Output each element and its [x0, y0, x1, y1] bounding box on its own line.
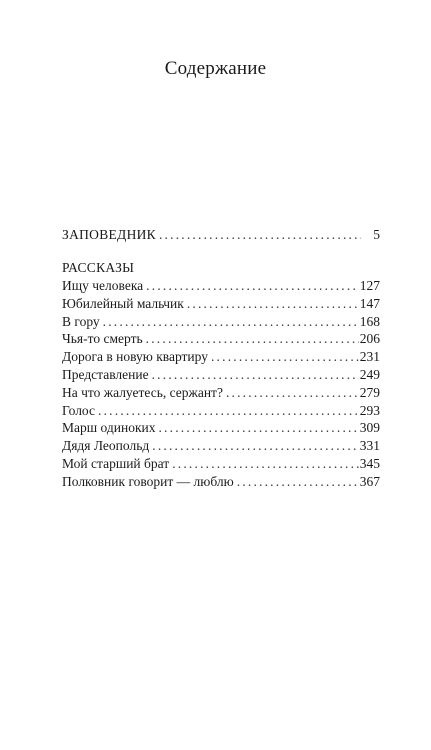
toc-leader-dots — [98, 402, 359, 420]
toc-entry-label: Дорога в новую квартиру — [62, 349, 208, 365]
toc-leader-dots — [187, 295, 359, 313]
toc-entry-page: 279 — [359, 384, 380, 400]
toc-entry-label: Мой старший брат — [62, 455, 170, 471]
toc-entry[interactable] — [62, 419, 380, 437]
toc-entry[interactable] — [62, 277, 380, 295]
toc-section-stories — [62, 259, 380, 491]
toc-entry-label: ЗАПОВЕДНИК — [62, 227, 156, 242]
toc-entry-zapovednik[interactable] — [62, 226, 380, 244]
toc-entry-page: 309 — [359, 420, 380, 436]
toc-entry-label: Ищу человека — [62, 278, 144, 293]
toc-entry[interactable] — [62, 366, 380, 384]
toc-leader-dots — [158, 419, 358, 437]
toc-entry-page: 367 — [359, 473, 380, 489]
toc-entry-page: 345 — [359, 455, 380, 471]
toc-entry[interactable] — [62, 384, 380, 402]
toc-leader-dots — [152, 437, 359, 455]
toc-entry-page: 293 — [359, 402, 380, 418]
toc-leader-dots — [152, 366, 359, 384]
toc-entry-page: 331 — [359, 438, 380, 454]
toc-entry-label: Дядя Леопольд — [62, 438, 150, 454]
toc-entry[interactable] — [62, 330, 380, 348]
toc-entry[interactable] — [62, 295, 380, 313]
toc-entry-page: 249 — [359, 366, 380, 382]
toc-entry-label: Чья-то смерть — [62, 331, 143, 347]
toc-entry-page: 231 — [359, 349, 380, 365]
toc-entry[interactable] — [62, 402, 380, 420]
toc-entry[interactable] — [62, 473, 380, 491]
toc-leader-dots — [159, 226, 361, 244]
toc-entry-label: На что жалуетесь, сержант? — [62, 384, 223, 400]
toc-entry-label: Марш одиноких — [62, 420, 156, 436]
toc-leader-dots — [146, 330, 359, 348]
toc-entry-page: 127 — [359, 278, 380, 293]
toc-entry-label: В гору — [62, 313, 100, 329]
toc-entry-page: 206 — [359, 331, 380, 347]
toc-leader-dots — [172, 455, 359, 473]
toc-main-entry-block — [62, 226, 380, 244]
toc-leader-dots — [103, 313, 359, 331]
toc-entry-page: 168 — [359, 313, 380, 329]
toc-entry[interactable] — [62, 348, 380, 366]
toc-entry-label: Представление — [62, 366, 149, 382]
toc-entry-label: Юбилейный мальчик — [62, 295, 184, 311]
toc-entry-page: 5 — [373, 227, 380, 242]
page-title: Содержание — [164, 58, 267, 79]
toc-entry[interactable] — [62, 455, 380, 473]
section-heading: РАССКАЗЫ — [62, 260, 135, 275]
toc-leader-dots — [211, 348, 359, 366]
toc-entry-page: 147 — [359, 295, 380, 311]
toc-leader-dots — [237, 473, 359, 491]
toc-entry-label: Полковник говорит — люблю — [62, 473, 234, 489]
toc-leader-dots — [146, 277, 359, 295]
toc-entry[interactable] — [62, 313, 380, 331]
toc-leader-dots — [226, 384, 359, 402]
toc-entry-label: Голос — [62, 402, 96, 418]
toc-entry[interactable] — [62, 437, 380, 455]
